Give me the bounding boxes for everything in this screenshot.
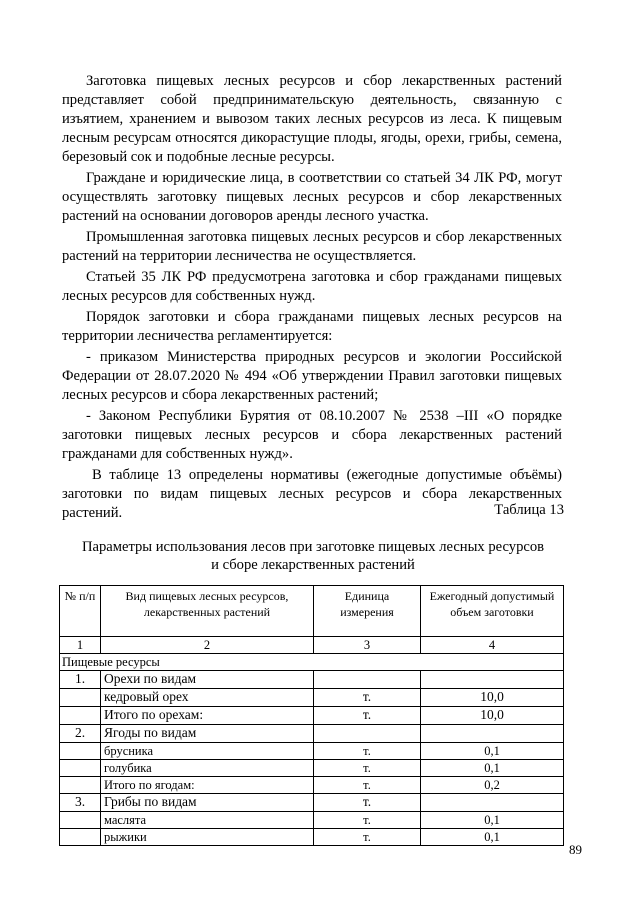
cell-unit: т. — [314, 707, 421, 725]
column-number: 1 — [60, 637, 101, 654]
header-kind: Вид пищевых лесных ресурсов, лекарственных растений — [101, 586, 314, 637]
section-label: Пищевые ресурсы — [60, 654, 564, 671]
cell-volume: 0,1 — [421, 743, 564, 760]
table-row — [60, 794, 564, 812]
table-row — [60, 743, 564, 760]
cell-kind: брусника — [101, 743, 314, 760]
header-num: № п/п — [60, 586, 101, 637]
cell-num: 1. — [60, 671, 101, 689]
paragraph: Статьей 35 ЛК РФ предусмотрена заготовка и сбор гражданами пищевых лесных ресурсов для собственных нужд. — [62, 269, 562, 304]
cell-num — [60, 812, 101, 829]
table-header-row — [60, 586, 564, 637]
cell-volume — [421, 794, 564, 812]
cell-volume: 0,1 — [421, 812, 564, 829]
paragraph: Заготовка пищевых лесных ресурсов и сбор лекарственных растений представляет собой предпринимательскую деятельность, связанную с изъятием, хранением и вывозом таких лесных ресурсов из леса. К пищевым лесным ресурсам относятся дикорастущие плоды, ягоды, орехи, грибы, семена, березовый сок и подобные лесные ресурсы. — [62, 73, 562, 165]
cell-unit: т. — [314, 777, 421, 794]
table-row — [60, 829, 564, 846]
cell-kind: маслята — [101, 812, 314, 829]
cell-num: 3. — [60, 794, 101, 812]
section-row — [60, 654, 564, 671]
table-row — [60, 725, 564, 743]
parameters-table — [59, 585, 564, 846]
paragraph: В таблице 13 определены нормативы (ежегодные допустимые объёмы) заготовки по видам пищевых лесных ресурсов и сбора лекарственных растений. — [62, 467, 562, 521]
cell-num — [60, 777, 101, 794]
cell-num: 2. — [60, 725, 101, 743]
cell-kind: рыжики — [101, 829, 314, 846]
table-row — [60, 689, 564, 707]
column-number: 3 — [314, 637, 421, 654]
cell-volume: 0,1 — [421, 760, 564, 777]
table-label: Таблица 13 — [494, 502, 564, 518]
table-row — [60, 671, 564, 689]
cell-unit — [314, 671, 421, 689]
column-number: 2 — [101, 637, 314, 654]
cell-kind: Грибы по видам — [101, 794, 314, 812]
cell-unit: т. — [314, 760, 421, 777]
list-item: - Законом Республики Бурятия от 08.10.2007 № 2538 –III «О порядке заготовки пищевых лесных ресурсов и сбора лекарственных растений гражданами для собственных нужд». — [62, 408, 562, 462]
table-row — [60, 707, 564, 725]
table-caption-line: и сборе лекарственных растений — [211, 557, 415, 573]
paragraph: Порядок заготовки и сбора гражданами пищевых лесных ресурсов на территории лесничества регламентируется: — [62, 309, 562, 344]
cell-volume — [421, 671, 564, 689]
cell-volume: 10,0 — [421, 707, 564, 725]
cell-num — [60, 707, 101, 725]
cell-unit: т. — [314, 812, 421, 829]
header-unit: Единица измерения — [314, 586, 421, 637]
cell-unit: т. — [314, 829, 421, 846]
cell-unit: т. — [314, 794, 421, 812]
table-caption — [62, 538, 564, 574]
table-caption-line: Параметры использования лесов при заготовке пищевых лесных ресурсов — [81, 539, 545, 555]
cell-kind: голубика — [101, 760, 314, 777]
cell-num — [60, 689, 101, 707]
cell-num — [60, 743, 101, 760]
cell-kind: Ягоды по видам — [101, 725, 314, 743]
header-volume: Ежегодный допустимый объем заготовки — [421, 586, 564, 637]
page-number: 89 — [569, 842, 582, 857]
cell-kind: Итого по орехам: — [101, 707, 314, 725]
cell-unit: т. — [314, 743, 421, 760]
cell-unit — [314, 725, 421, 743]
cell-volume — [421, 725, 564, 743]
cell-kind: кедровый орех — [101, 689, 314, 707]
table-row — [60, 812, 564, 829]
cell-unit: т. — [314, 689, 421, 707]
cell-volume: 0,2 — [421, 777, 564, 794]
cell-volume: 10,0 — [421, 689, 564, 707]
cell-num — [60, 760, 101, 777]
paragraph: Граждане и юридические лица, в соответствии со статьей 34 ЛК РФ, могут осуществлять заготовку пищевых лесных ресурсов и сбор лекарственных растений на основании договоров аренды лесного участка. — [62, 170, 562, 224]
cell-volume: 0,1 — [421, 829, 564, 846]
table-row — [60, 760, 564, 777]
cell-kind: Итого по ягодам: — [101, 777, 314, 794]
body-text — [62, 72, 562, 525]
paragraph: Промышленная заготовка пищевых лесных ресурсов и сбор лекарственных растений на территории лесничества не осуществляется. — [62, 229, 562, 264]
list-item: - приказом Министерства природных ресурсов и экологии Российской Федерации от 28.07.2020 № 494 «Об утверждении Правил заготовки пищевых лесных ресурсов и сбора лекарственных растений; — [62, 349, 562, 403]
column-number: 4 — [421, 637, 564, 654]
cell-kind: Орехи по видам — [101, 671, 314, 689]
column-number-row — [60, 637, 564, 654]
table-row — [60, 777, 564, 794]
cell-num — [60, 829, 101, 846]
